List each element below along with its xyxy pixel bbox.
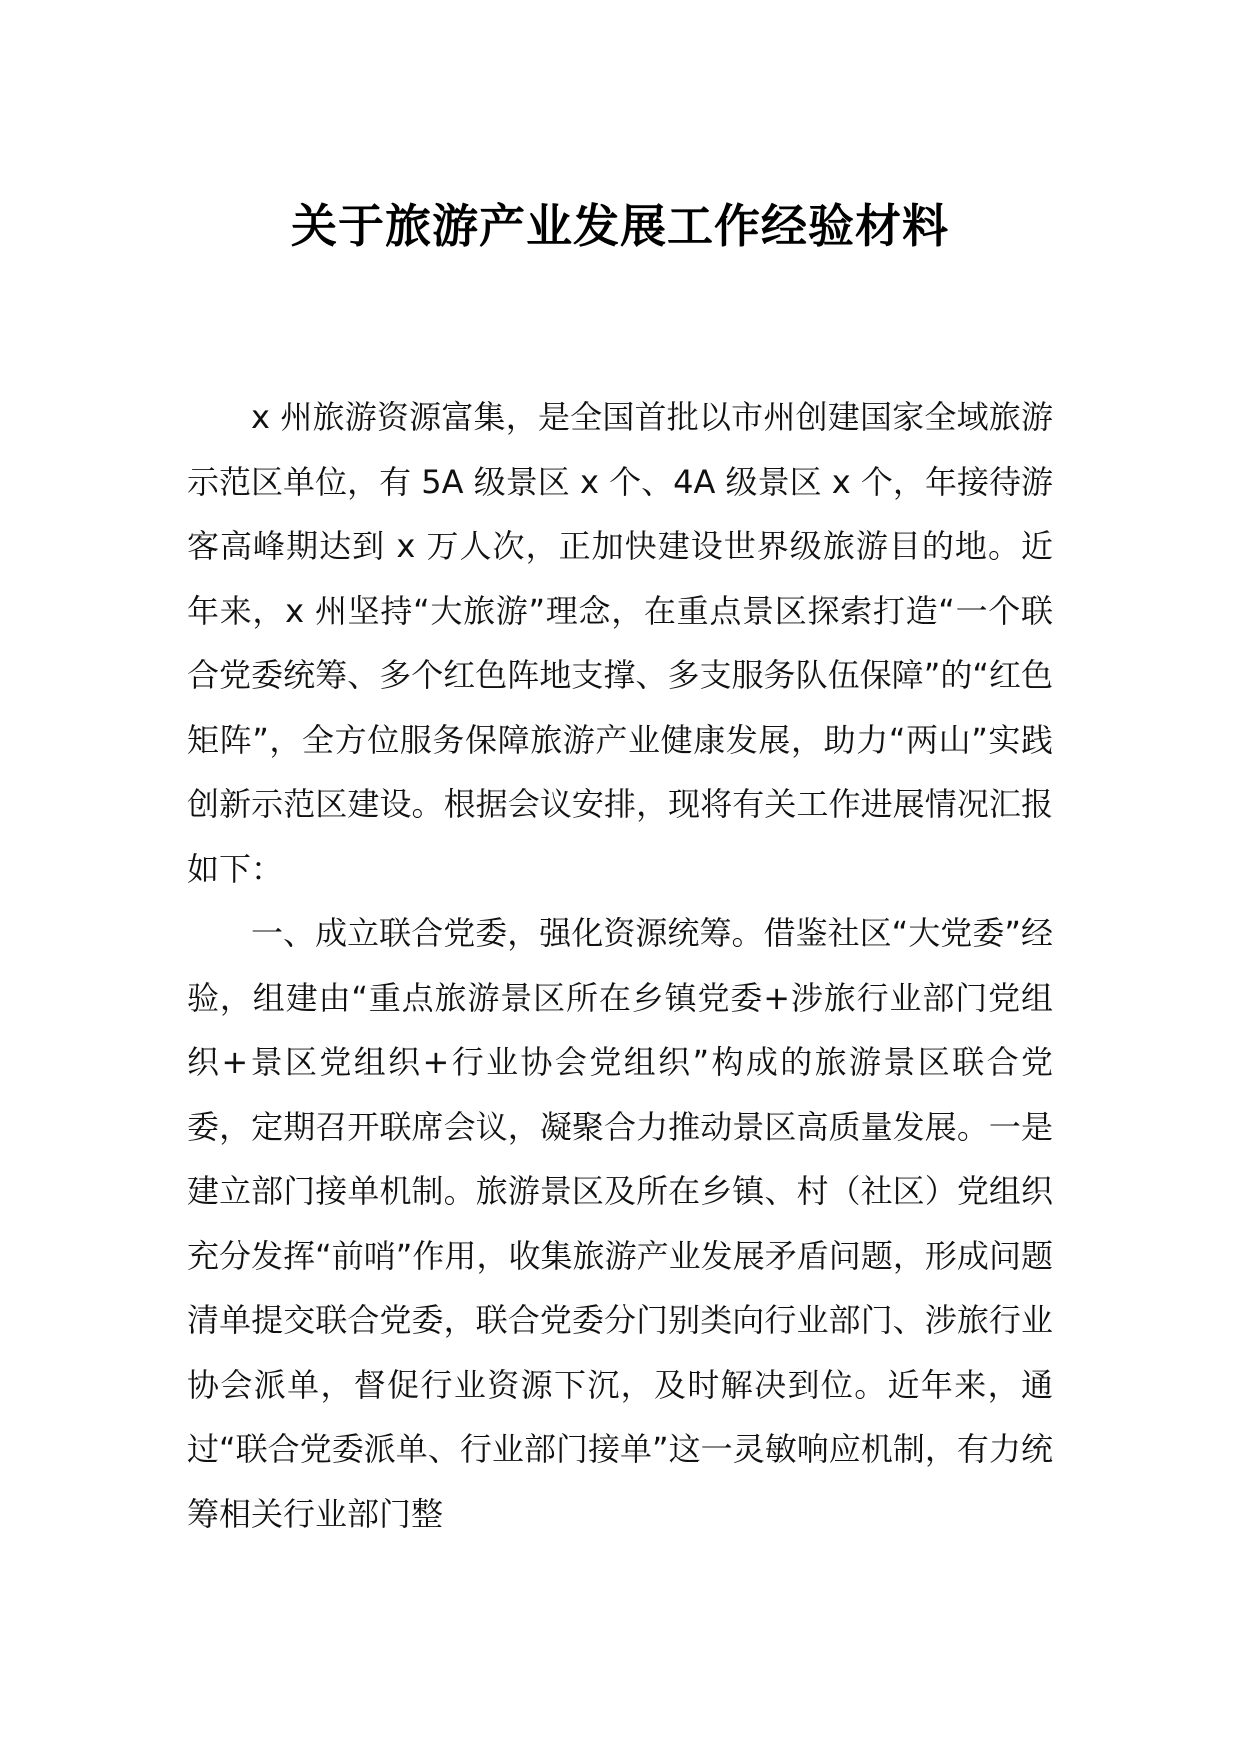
document-body xyxy=(187,385,1053,1546)
paragraph-intro: x 州旅游资源富集，是全国首批以市州创建国家全域旅游示范区单位，有 5A 级景区 x 个、4A 级景区 x 个，年接待游客高峰期达到 x 万人次，正加快建设世界级旅游目的地。近年来，x 州坚持“大旅游”理念，在重点景区探索打造“一个联合党委统筹、多个红色阵地支撑、多支服务队伍保障”的“红色矩阵”，全方位服务保障旅游产业健康发展，助力“两山”实践创新示范区建设。根据会议安排，现将有关工作进展情况汇报如下： xyxy=(187,398,1053,888)
paragraph-section-one: 一、成立联合党委，强化资源统筹。借鉴社区“大党委”经验，组建由“重点旅游景区所在乡镇党委+涉旅行业部门党组织+景区党组织+行业协会党组织”构成的旅游景区联合党委，定期召开联席会议，凝聚合力推动景区高质量发展。一是建立部门接单机制。旅游景区及所在乡镇、村（社区）党组织充分发挥“前哨”作用，收集旅游产业发展矛盾问题，形成问题清单提交联合党委，联合党委分门别类向行业部门、涉旅行业协会派单，督促行业资源下沉，及时解决到位。近年来，通过“联合党委派单、行业部门接单”这一灵敏响应机制，有力统筹相关行业部门整 xyxy=(187,914,1053,1533)
document-title: 关于旅游产业发展工作经验材料 xyxy=(291,199,949,253)
